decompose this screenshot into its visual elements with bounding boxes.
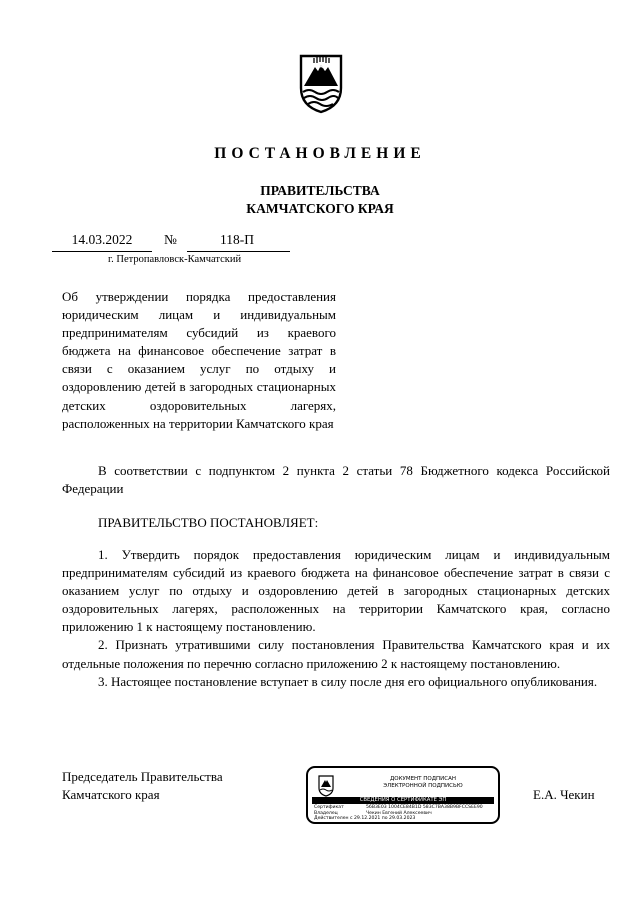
stamp-row: Действителен с 29.12.2021 по 29.03.2023 <box>314 816 416 822</box>
number-underline <box>187 251 290 252</box>
issuer-line-2: КАМЧАТСКОГО КРАЯ <box>246 201 394 216</box>
resolution-item-1: 1. Утвердить порядок предоставления юридическим лицам и индивидуальным предпринимателям субсидий из краевого бюджета на финансовое обеспечение затрат в связи с оказанием услуг по отдыху и оздоровлению детей в загородных стационарных детских оздоровительных лагерях, расположенных на территории Камчатского края, согласно приложению 1 к настоящему постановлению. <box>62 547 610 635</box>
stamp-emblem-icon <box>318 775 334 797</box>
resolution-heading: ПРАВИТЕЛЬСТВО ПОСТАНОВЛЯЕТ: <box>98 515 319 530</box>
stamp-row: Сертификат 56B3E03 1004CE84B1D 583C7BA38B9BFCCSEE90 <box>314 805 483 810</box>
resolution-items <box>62 546 610 691</box>
date-underline <box>52 251 152 252</box>
resolution-item-2: 2. Признать утратившими силу постановления Правительства Камчатского края и их отдельные положения по перечню согласно приложению 2 к настоящему постановлению. <box>62 637 610 671</box>
number-sign: № <box>164 232 177 247</box>
signatory-position-line-1: Председатель Правительства <box>62 769 223 784</box>
signatory-position-line-2: Камчатского края <box>62 787 160 803</box>
document-date: 14.03.2022 <box>71 232 133 247</box>
coat-of-arms-emblem <box>298 52 344 114</box>
stamp-heading <box>348 776 498 790</box>
stamp-certificate-bar: СВЕДЕНИЯ О СЕРТИФИКАТЕ ЭП <box>312 797 494 804</box>
electronic-signature-stamp <box>306 766 500 824</box>
signatory-name: Е.А. Чекин <box>533 787 595 802</box>
issuer-heading <box>0 182 640 218</box>
document-number: 118-П <box>220 232 254 247</box>
stamp-certificate-details <box>314 805 496 822</box>
issuer-line-1: ПРАВИТЕЛЬСТВА <box>260 183 380 198</box>
place-of-issue: г. Петропавловск-Камчатский <box>108 254 242 265</box>
legal-basis-paragraph: В соответствии с подпунктом 2 пункта 2 статьи 78 Бюджетного кодекса Российской Федерации <box>62 463 610 497</box>
stamp-row: Владелец Чекин Евгений Алексеевич <box>314 810 432 816</box>
resolution-item-3: 3. Настоящее постановление вступает в силу после дня его официального опубликования. <box>98 673 598 689</box>
signatory-position <box>62 768 223 804</box>
stamp-heading-line-1: ДОКУМЕНТ ПОДПИСАН <box>389 776 457 782</box>
document-subject: Об утверждении порядка предоставления юридическим лицам и индивидуальным предпринимателям субсидий из краевого бюджета на финансовое обеспечение затрат в связи с оказанием услуг по отдыху и оздоровлению детей в загородных стационарных детских оздоровительных лагерях, расположенных на территории Камчатского края <box>62 289 336 431</box>
stamp-heading-line-2: ЭЛЕКТРОННОЙ ПОДПИСЬЮ <box>383 783 463 789</box>
document-type-title: ПОСТАНОВЛЕНИЕ <box>214 145 426 162</box>
